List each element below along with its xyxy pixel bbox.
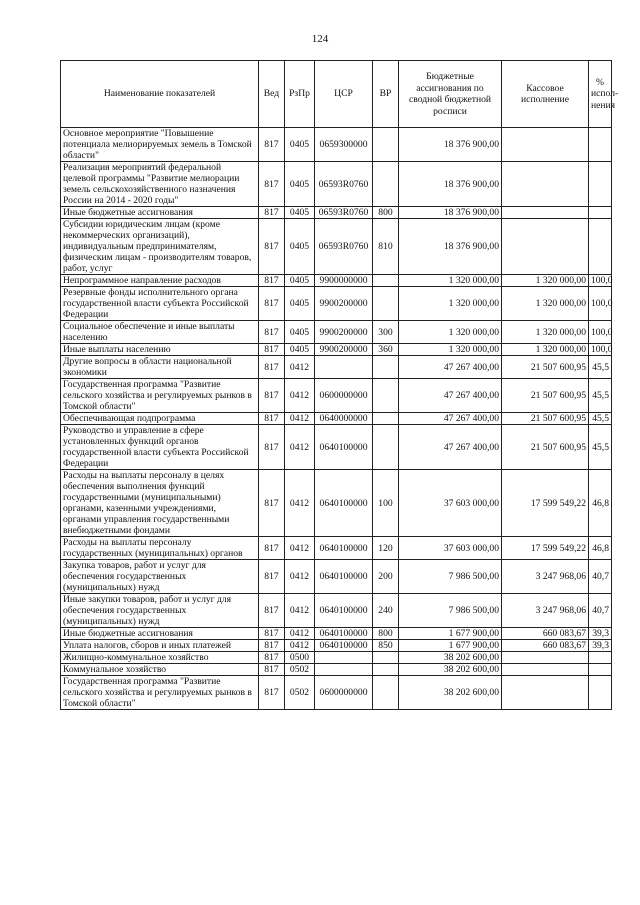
cell-ved: 817 — [259, 560, 285, 594]
cell-ved: 817 — [259, 275, 285, 287]
cell-percent: 46,8 — [589, 470, 612, 537]
cell-name: Социальное обеспечение и иные выплаты населению — [61, 321, 259, 344]
cell-ved: 817 — [259, 537, 285, 560]
table-row — [61, 207, 612, 219]
cell-cash: 3 247 968,06 — [502, 560, 589, 594]
cell-cash: 17 599 549,22 — [502, 470, 589, 537]
cell-budget: 37 603 000,00 — [399, 470, 502, 537]
cell-percent — [589, 207, 612, 219]
cell-vr: 810 — [373, 219, 399, 275]
cell-rzpr: 0412 — [285, 537, 315, 560]
cell-name: Непрограммное направление расходов — [61, 275, 259, 287]
cell-csr: 0600000000 — [315, 676, 373, 710]
cell-cash: 21 507 600,95 — [502, 379, 589, 413]
cell-ved: 817 — [259, 425, 285, 470]
cell-percent: 100,0 — [589, 287, 612, 321]
table-row — [61, 219, 612, 275]
cell-cash: 1 320 000,00 — [502, 344, 589, 356]
cell-name: Основное мероприятие "Повышение потенциала мелиорируемых земель в Томской области" — [61, 128, 259, 162]
cell-cash — [502, 664, 589, 676]
cell-ved: 817 — [259, 676, 285, 710]
cell-rzpr: 0412 — [285, 640, 315, 652]
cell-ved: 817 — [259, 379, 285, 413]
cell-rzpr: 0405 — [285, 275, 315, 287]
cell-name: Субсидии юридическим лицам (кроме некоммерческих организаций), индивидуальным предпринимателям, физическим лицам - производителям товаров, работ, услуг — [61, 219, 259, 275]
cell-cash — [502, 162, 589, 207]
cell-cash — [502, 128, 589, 162]
cell-csr: 0640100000 — [315, 628, 373, 640]
cell-csr: 0640100000 — [315, 425, 373, 470]
cell-csr: 06593R0760 — [315, 207, 373, 219]
cell-name: Иные закупки товаров, работ и услуг для обеспечения государственных (муниципальных) нужд — [61, 594, 259, 628]
cell-cash: 21 507 600,95 — [502, 413, 589, 425]
cell-budget: 1 320 000,00 — [399, 321, 502, 344]
cell-budget: 38 202 600,00 — [399, 664, 502, 676]
cell-csr: 9900200000 — [315, 321, 373, 344]
table-row — [61, 470, 612, 537]
cell-vr — [373, 652, 399, 664]
cell-percent: 100,0 — [589, 275, 612, 287]
cell-vr: 850 — [373, 640, 399, 652]
cell-rzpr: 0405 — [285, 207, 315, 219]
cell-rzpr: 0412 — [285, 413, 315, 425]
cell-vr: 240 — [373, 594, 399, 628]
cell-vr: 800 — [373, 628, 399, 640]
cell-budget: 47 267 400,00 — [399, 356, 502, 379]
cell-csr: 0600000000 — [315, 379, 373, 413]
cell-cash — [502, 219, 589, 275]
cell-csr: 0640100000 — [315, 594, 373, 628]
table-row — [61, 321, 612, 344]
cell-percent — [589, 162, 612, 207]
table-row — [61, 344, 612, 356]
cell-cash: 660 083,67 — [502, 640, 589, 652]
cell-cash: 1 320 000,00 — [502, 287, 589, 321]
table-row — [61, 356, 612, 379]
header-percent: % испол-нения — [589, 61, 612, 128]
cell-budget: 18 376 900,00 — [399, 207, 502, 219]
cell-ved: 817 — [259, 321, 285, 344]
cell-cash — [502, 652, 589, 664]
page-number: 124 — [311, 33, 329, 45]
cell-vr — [373, 379, 399, 413]
cell-ved: 817 — [259, 287, 285, 321]
cell-rzpr: 0500 — [285, 652, 315, 664]
cell-name: Обеспечивающая подпрограмма — [61, 413, 259, 425]
cell-ved: 817 — [259, 356, 285, 379]
cell-name: Государственная программа "Развитие сельского хозяйства и регулируемых рынков в Томской области" — [61, 379, 259, 413]
cell-percent — [589, 128, 612, 162]
header-ved: Вед — [259, 61, 285, 128]
cell-csr: 06593R0760 — [315, 219, 373, 275]
cell-budget: 18 376 900,00 — [399, 128, 502, 162]
cell-csr: 9900200000 — [315, 344, 373, 356]
cell-budget: 1 320 000,00 — [399, 344, 502, 356]
cell-rzpr: 0405 — [285, 128, 315, 162]
cell-ved: 817 — [259, 640, 285, 652]
cell-vr: 100 — [373, 470, 399, 537]
cell-rzpr: 0412 — [285, 356, 315, 379]
cell-vr — [373, 664, 399, 676]
cell-csr: 9900000000 — [315, 275, 373, 287]
table-row — [61, 594, 612, 628]
cell-name: Реализация мероприятий федеральной целевой программы "Развитие мелиорации земель сельскохозяйственного назначения России на 2014 - 2020 годы" — [61, 162, 259, 207]
cell-name: Расходы на выплаты персоналу государственных (муниципальных) органов — [61, 537, 259, 560]
cell-cash: 1 320 000,00 — [502, 275, 589, 287]
cell-budget: 47 267 400,00 — [399, 413, 502, 425]
header-rzpr: РзПр — [285, 61, 315, 128]
cell-name: Государственная программа "Развитие сельского хозяйства и регулируемых рынков в Томской области" — [61, 676, 259, 710]
cell-vr — [373, 128, 399, 162]
cell-percent: 39,3 — [589, 628, 612, 640]
cell-name: Коммунальное хозяйство — [61, 664, 259, 676]
cell-csr: 0659300000 — [315, 128, 373, 162]
cell-ved: 817 — [259, 344, 285, 356]
cell-csr: 06593R0760 — [315, 162, 373, 207]
cell-ved: 817 — [259, 594, 285, 628]
cell-csr: 0640100000 — [315, 470, 373, 537]
table-row — [61, 275, 612, 287]
cell-rzpr: 0412 — [285, 425, 315, 470]
cell-ved: 817 — [259, 652, 285, 664]
cell-budget: 18 376 900,00 — [399, 162, 502, 207]
cell-ved: 817 — [259, 219, 285, 275]
table-row — [61, 560, 612, 594]
cell-name: Иные бюджетные ассигнования — [61, 628, 259, 640]
cell-csr: 0640100000 — [315, 537, 373, 560]
cell-vr — [373, 356, 399, 379]
cell-percent: 45,5 — [589, 379, 612, 413]
cell-ved: 817 — [259, 128, 285, 162]
cell-cash: 21 507 600,95 — [502, 356, 589, 379]
cell-cash: 21 507 600,95 — [502, 425, 589, 470]
cell-vr: 120 — [373, 537, 399, 560]
cell-rzpr: 0412 — [285, 594, 315, 628]
cell-rzpr: 0405 — [285, 321, 315, 344]
cell-budget: 1 320 000,00 — [399, 275, 502, 287]
header-csr: ЦСР — [315, 61, 373, 128]
cell-cash: 17 599 549,22 — [502, 537, 589, 560]
cell-budget: 7 986 500,00 — [399, 594, 502, 628]
cell-vr: 800 — [373, 207, 399, 219]
table-row — [61, 128, 612, 162]
cell-csr: 0640100000 — [315, 560, 373, 594]
cell-percent — [589, 219, 612, 275]
table-row — [61, 425, 612, 470]
cell-vr — [373, 676, 399, 710]
cell-rzpr: 0405 — [285, 287, 315, 321]
cell-budget: 18 376 900,00 — [399, 219, 502, 275]
cell-rzpr: 0405 — [285, 344, 315, 356]
header-name: Наименование показателей — [61, 61, 259, 128]
table-body — [61, 128, 612, 710]
cell-percent — [589, 676, 612, 710]
cell-vr — [373, 425, 399, 470]
cell-name: Иные бюджетные ассигнования — [61, 207, 259, 219]
cell-percent: 100,0 — [589, 321, 612, 344]
cell-name: Руководство и управление в сфере установленных функций органов государственной власти субъекта Российской Федерации — [61, 425, 259, 470]
cell-percent: 39,3 — [589, 640, 612, 652]
cell-csr: 0640100000 — [315, 640, 373, 652]
cell-rzpr: 0412 — [285, 560, 315, 594]
cell-rzpr: 0502 — [285, 676, 315, 710]
table-row — [61, 628, 612, 640]
cell-csr: 0640000000 — [315, 413, 373, 425]
cell-budget: 1 677 900,00 — [399, 640, 502, 652]
cell-budget: 37 603 000,00 — [399, 537, 502, 560]
table-header-row — [61, 61, 612, 128]
cell-vr: 300 — [373, 321, 399, 344]
cell-vr: 360 — [373, 344, 399, 356]
cell-ved: 817 — [259, 162, 285, 207]
cell-csr — [315, 356, 373, 379]
cell-vr — [373, 275, 399, 287]
table-row — [61, 664, 612, 676]
table-row — [61, 640, 612, 652]
cell-percent: 40,7 — [589, 594, 612, 628]
cell-name: Иные выплаты населению — [61, 344, 259, 356]
cell-budget: 1 677 900,00 — [399, 628, 502, 640]
cell-ved: 817 — [259, 664, 285, 676]
cell-vr — [373, 413, 399, 425]
cell-ved: 817 — [259, 207, 285, 219]
cell-percent: 45,5 — [589, 356, 612, 379]
header-vr: ВР — [373, 61, 399, 128]
cell-budget: 38 202 600,00 — [399, 676, 502, 710]
cell-cash: 1 320 000,00 — [502, 321, 589, 344]
cell-percent: 46,8 — [589, 537, 612, 560]
table-row — [61, 287, 612, 321]
cell-rzpr: 0412 — [285, 470, 315, 537]
cell-name: Закупка товаров, работ и услуг для обеспечения государственных (муниципальных) нужд — [61, 560, 259, 594]
table-row — [61, 162, 612, 207]
cell-percent: 100,0 — [589, 344, 612, 356]
header-cash: Кассовое исполнение — [502, 61, 589, 128]
cell-csr: 9900200000 — [315, 287, 373, 321]
table-row — [61, 379, 612, 413]
table-row — [61, 676, 612, 710]
cell-rzpr: 0405 — [285, 219, 315, 275]
cell-csr — [315, 664, 373, 676]
cell-percent: 45,5 — [589, 425, 612, 470]
cell-name: Резервные фонды исполнительного органа государственной власти субъекта Российской Федерации — [61, 287, 259, 321]
cell-csr — [315, 652, 373, 664]
cell-ved: 817 — [259, 413, 285, 425]
cell-budget: 47 267 400,00 — [399, 379, 502, 413]
cell-rzpr: 0502 — [285, 664, 315, 676]
cell-rzpr: 0405 — [285, 162, 315, 207]
cell-rzpr: 0412 — [285, 628, 315, 640]
cell-percent — [589, 664, 612, 676]
cell-percent: 45,5 — [589, 413, 612, 425]
cell-budget: 1 320 000,00 — [399, 287, 502, 321]
table-row — [61, 537, 612, 560]
cell-cash — [502, 676, 589, 710]
cell-name: Другие вопросы в области национальной экономики — [61, 356, 259, 379]
cell-name: Жилищно-коммунальное хозяйство — [61, 652, 259, 664]
cell-vr: 200 — [373, 560, 399, 594]
cell-budget: 7 986 500,00 — [399, 560, 502, 594]
cell-cash: 3 247 968,06 — [502, 594, 589, 628]
cell-cash — [502, 207, 589, 219]
cell-name: Уплата налогов, сборов и иных платежей — [61, 640, 259, 652]
cell-budget: 47 267 400,00 — [399, 425, 502, 470]
cell-percent — [589, 652, 612, 664]
cell-rzpr: 0412 — [285, 379, 315, 413]
cell-ved: 817 — [259, 628, 285, 640]
budget-execution-table — [60, 60, 619, 710]
header-budget: Бюджетные ассигнования по сводной бюджетной росписи — [399, 61, 502, 128]
cell-budget: 38 202 600,00 — [399, 652, 502, 664]
cell-name: Расходы на выплаты персоналу в целях обеспечения выполнения функций государственными (муниципальными) органами, казенными учреждениями, органами управления государственными внебюджетными фондами — [61, 470, 259, 537]
table-row — [61, 652, 612, 664]
table-row — [61, 413, 612, 425]
cell-vr — [373, 162, 399, 207]
cell-vr — [373, 287, 399, 321]
cell-ved: 817 — [259, 470, 285, 537]
cell-cash: 660 083,67 — [502, 628, 589, 640]
cell-percent: 40,7 — [589, 560, 612, 594]
